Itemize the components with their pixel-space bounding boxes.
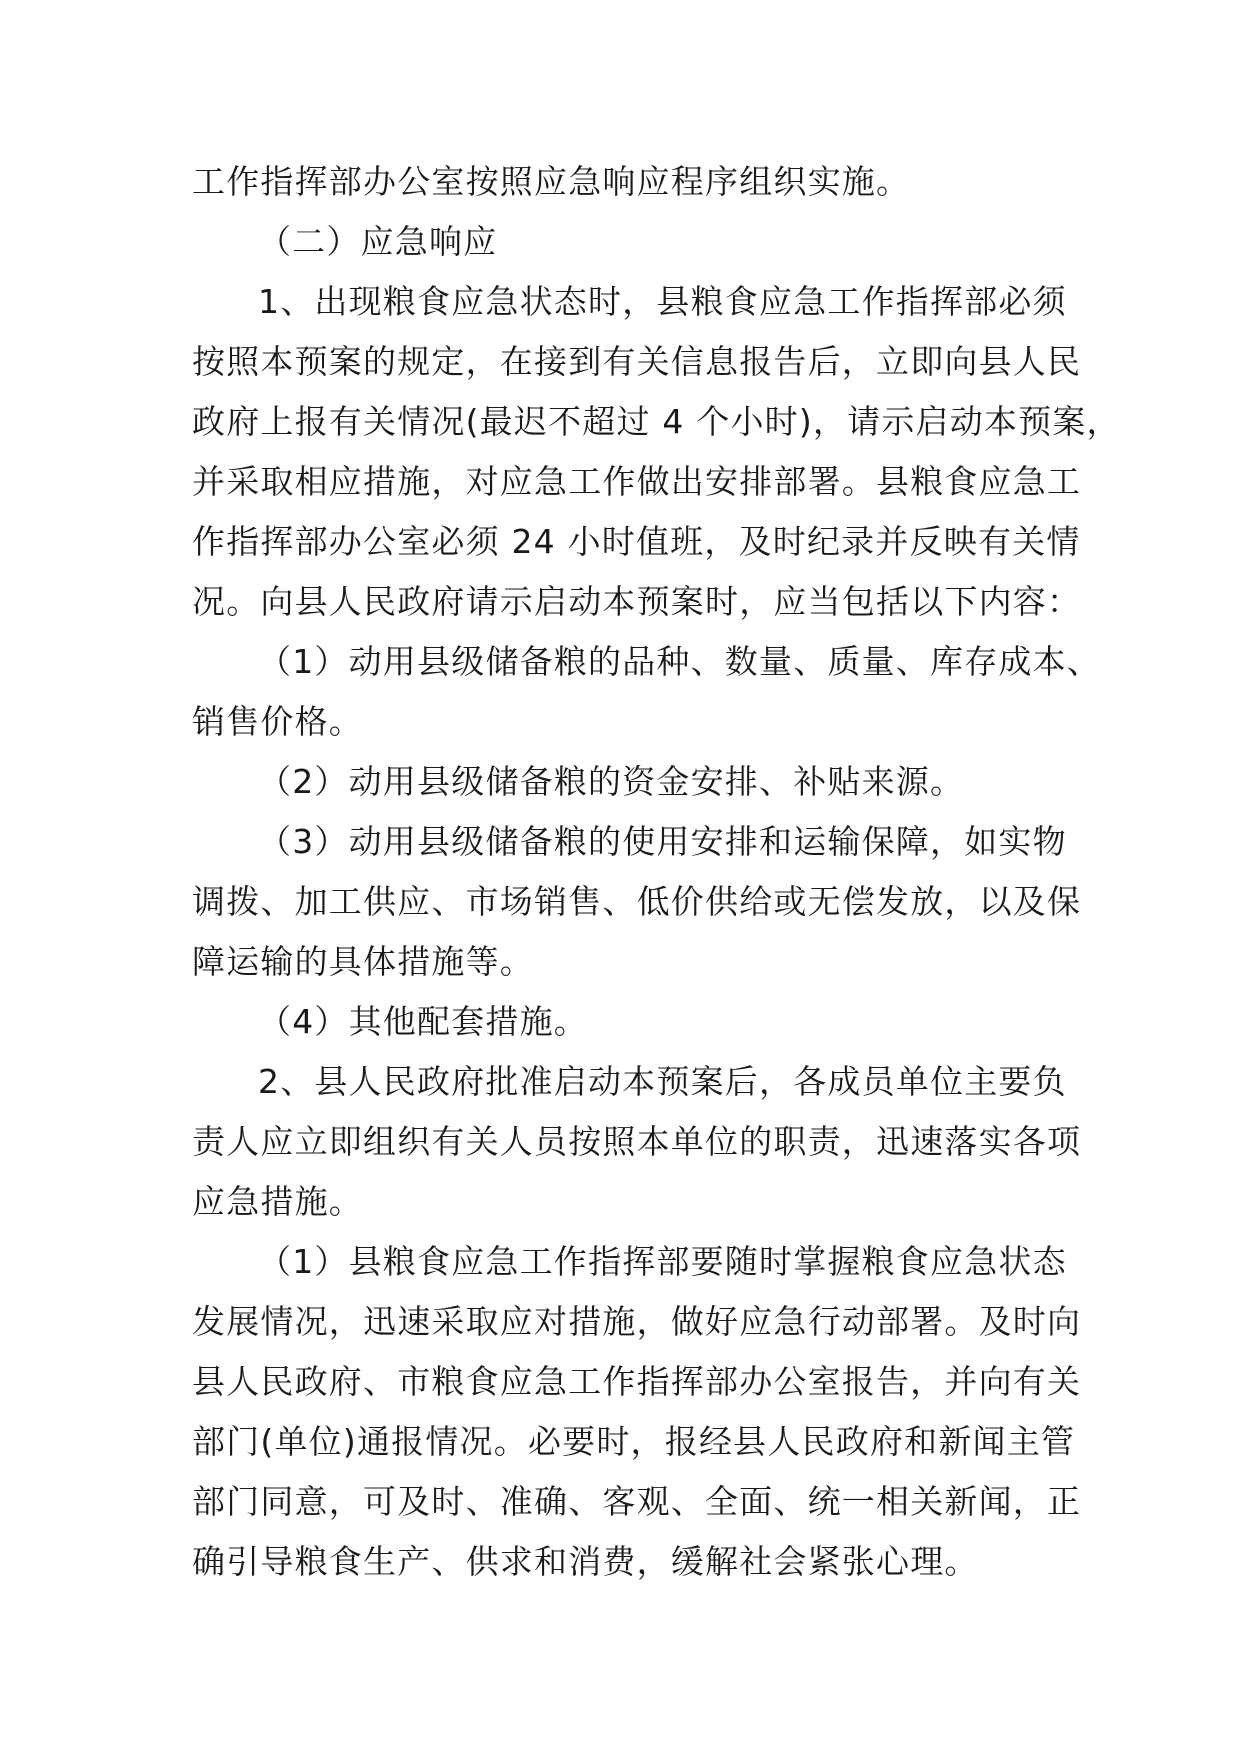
text-line-22: 部门(单位)通报情况。必要时，报经县人民政府和新闻主管 [192,1422,1076,1461]
text-line-4: 按照本预案的规定，在接到有关信息报告后，立即向县人民 [192,342,1082,381]
text-line-14: 障运输的具体措施等。 [192,942,534,981]
text-line-5: 政府上报有关情况(最迟不超过 4 个小时)，请示启动本预案， [192,402,1121,441]
text-line-17: 责人应立即组织有关人员按照本单位的职责，迅速落实各项 [192,1122,1082,1161]
text-line-19: （1）县粮食应急工作指挥部要随时掌握粮食应急状态 [258,1242,1067,1281]
text-line-6: 并采取相应措施，对应急工作做出安排部署。县粮食应急工 [192,462,1082,501]
text-line-15: （4）其他配套措施。 [258,1002,588,1041]
text-line-23: 部门同意，可及时、准确、客观、全面、统一相关新闻，正 [192,1482,1082,1521]
text-line-8: 况。向县人民政府请示启动本预案时，应当包括以下内容： [192,582,1082,621]
text-line-3: 1、出现粮食应急状态时，县粮食应急工作指挥部必须 [258,282,1067,321]
text-line-20: 发展情况，迅速采取应对措施，做好应急行动部署。及时向 [192,1302,1082,1341]
text-line-18: 应急措施。 [192,1182,363,1221]
text-line-1: 工作指挥部办公室按照应急响应程序组织实施。 [192,162,911,201]
text-line-13: 调拨、加工供应、市场销售、低价供给或无偿发放，以及保 [192,882,1082,921]
text-line-21: 县人民政府、市粮食应急工作指挥部办公室报告，并向有关 [192,1362,1082,1401]
text-line-9: （1）动用县级储备粮的品种、数量、质量、库存成本、 [258,642,1101,681]
text-line-12: （3）动用县级储备粮的使用安排和运输保障，如实物 [258,822,1067,861]
text-line-10: 销售价格。 [192,702,363,741]
section-heading: （二）应急响应 [258,222,498,261]
text-line-16: 2、县人民政府批准启动本预案后，各成员单位主要负 [258,1062,1067,1101]
text-line-7: 作指挥部办公室必须 24 小时值班，及时纪录并反映有关情 [192,522,1081,561]
text-line-24: 确引导粮食生产、供求和消费，缓解社会紧张心理。 [192,1542,979,1581]
text-line-11: （2）动用县级储备粮的资金安排、补贴来源。 [258,762,965,801]
